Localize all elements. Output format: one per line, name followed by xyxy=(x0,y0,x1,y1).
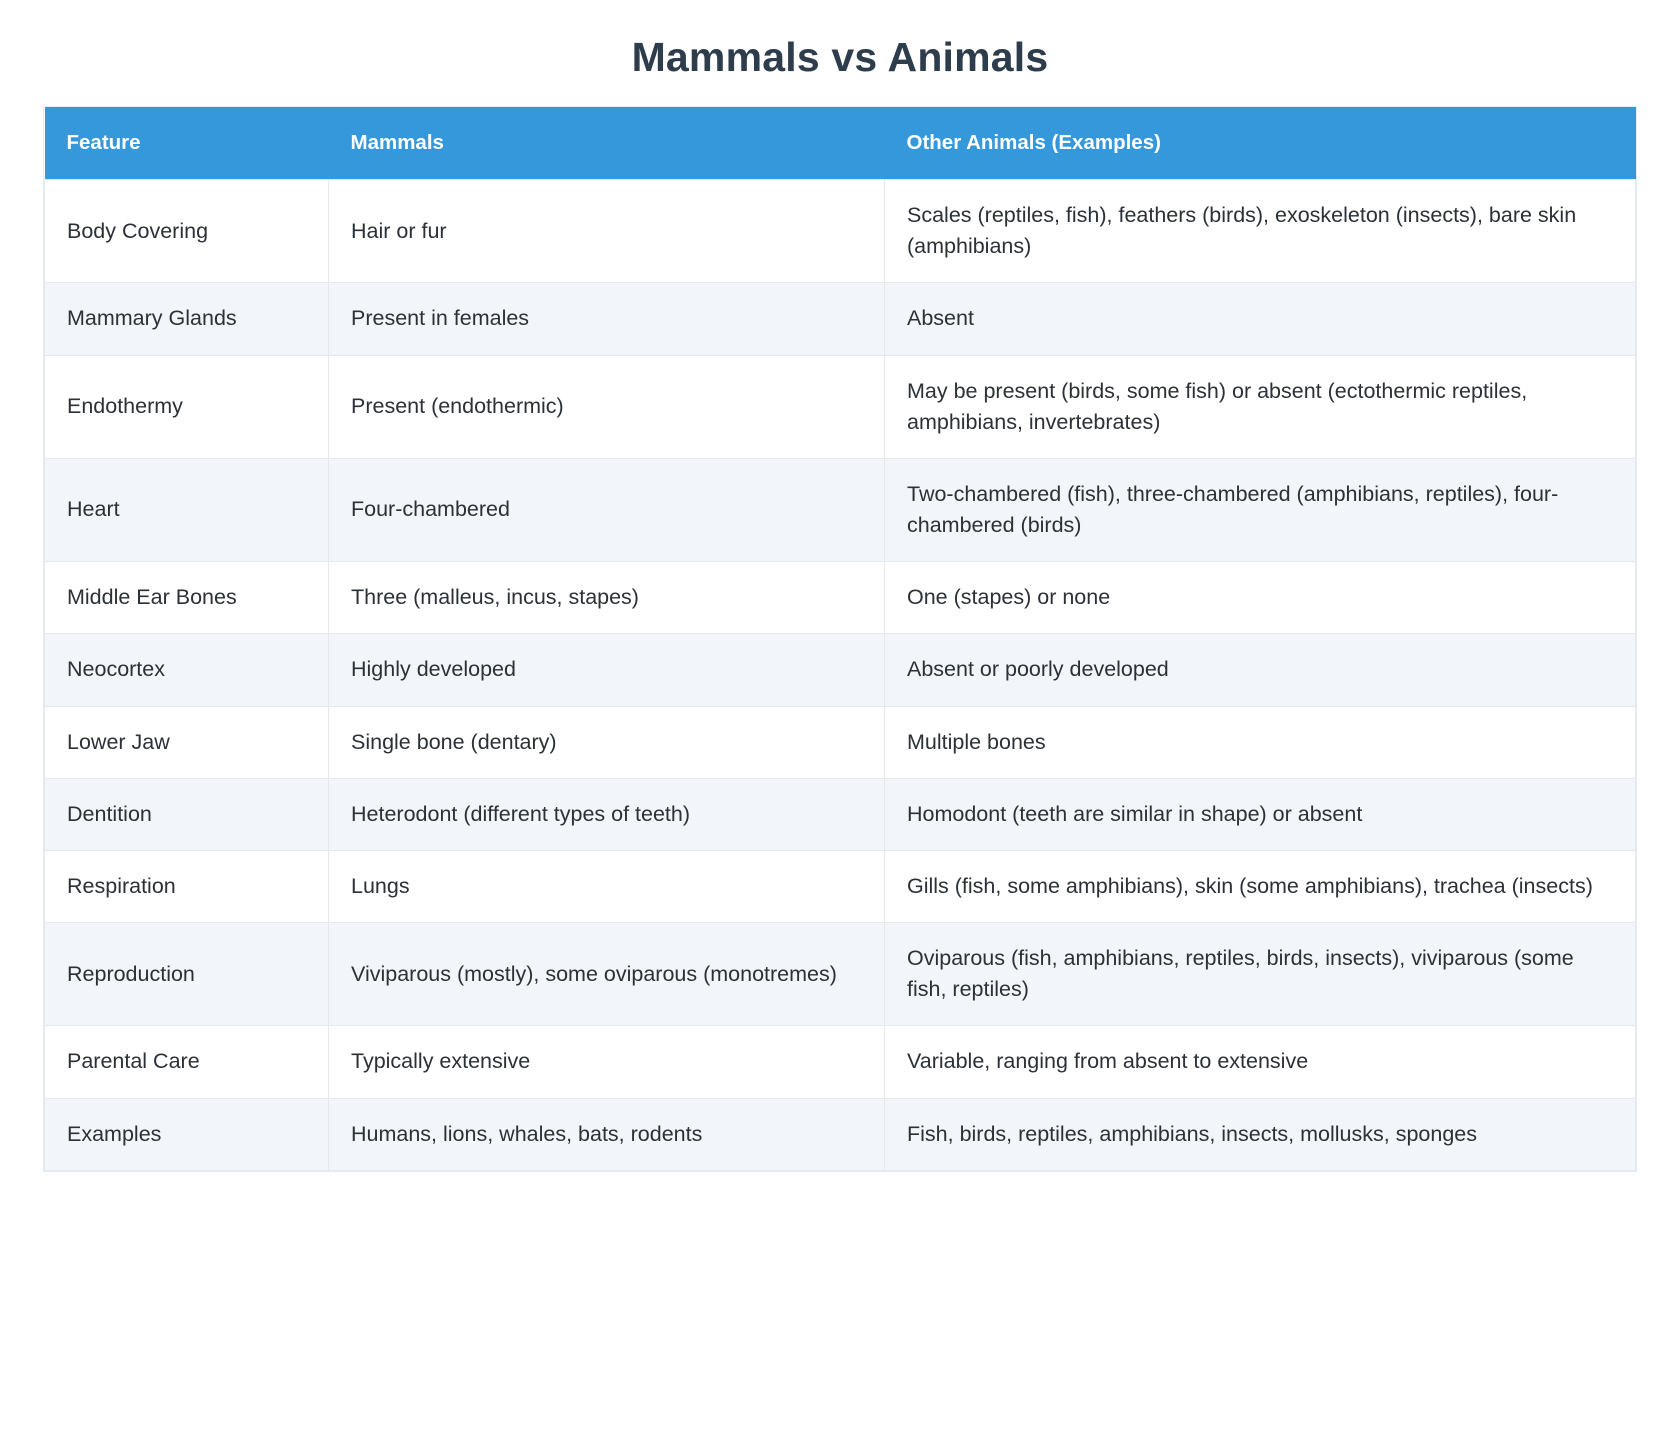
column-header-other-animals: Other Animals (Examples) xyxy=(885,107,1636,180)
cell-feature: Mammary Glands xyxy=(45,283,329,355)
cell-other-animals: One (stapes) or none xyxy=(885,562,1636,634)
cell-mammals: Present in females xyxy=(329,283,885,355)
cell-feature: Heart xyxy=(45,458,329,561)
table-row xyxy=(45,778,1636,850)
table-row xyxy=(45,283,1636,355)
table-row xyxy=(45,355,1636,458)
table-header xyxy=(45,107,1636,180)
cell-feature: Endothermy xyxy=(45,355,329,458)
cell-other-animals: Homodont (teeth are similar in shape) or absent xyxy=(885,778,1636,850)
cell-mammals: Hair or fur xyxy=(329,180,885,283)
column-header-mammals: Mammals xyxy=(329,107,885,180)
comparison-table xyxy=(44,107,1636,1171)
cell-mammals: Single bone (dentary) xyxy=(329,706,885,778)
cell-other-animals: Variable, ranging from absent to extensive xyxy=(885,1026,1636,1098)
table-row xyxy=(45,706,1636,778)
table-row xyxy=(45,634,1636,706)
cell-feature: Respiration xyxy=(45,850,329,922)
cell-mammals: Viviparous (mostly), some oviparous (monotremes) xyxy=(329,923,885,1026)
cell-mammals: Three (malleus, incus, stapes) xyxy=(329,562,885,634)
table-row xyxy=(45,1026,1636,1098)
table-row xyxy=(45,562,1636,634)
cell-mammals: Lungs xyxy=(329,850,885,922)
cell-feature: Examples xyxy=(45,1098,329,1170)
cell-other-animals: Two-chambered (fish), three-chambered (amphibians, reptiles), four-chambered (birds) xyxy=(885,458,1636,561)
cell-mammals: Four-chambered xyxy=(329,458,885,561)
cell-other-animals: Fish, birds, reptiles, amphibians, insects, mollusks, sponges xyxy=(885,1098,1636,1170)
table-header-row xyxy=(45,107,1636,180)
cell-mammals: Typically extensive xyxy=(329,1026,885,1098)
cell-other-animals: Absent or poorly developed xyxy=(885,634,1636,706)
cell-mammals: Present (endothermic) xyxy=(329,355,885,458)
table-row xyxy=(45,458,1636,561)
cell-feature: Reproduction xyxy=(45,923,329,1026)
cell-mammals: Humans, lions, whales, bats, rodents xyxy=(329,1098,885,1170)
cell-feature: Dentition xyxy=(45,778,329,850)
cell-feature: Lower Jaw xyxy=(45,706,329,778)
table-row xyxy=(45,180,1636,283)
cell-other-animals: Scales (reptiles, fish), feathers (birds), exoskeleton (insects), bare skin (amphibians) xyxy=(885,180,1636,283)
cell-other-animals: Oviparous (fish, amphibians, reptiles, birds, insects), viviparous (some fish, reptiles) xyxy=(885,923,1636,1026)
cell-mammals: Heterodont (different types of teeth) xyxy=(329,778,885,850)
column-header-feature: Feature xyxy=(45,107,329,180)
cell-other-animals: Absent xyxy=(885,283,1636,355)
cell-feature: Neocortex xyxy=(45,634,329,706)
table-row xyxy=(45,850,1636,922)
table-row xyxy=(45,923,1636,1026)
table-row xyxy=(45,1098,1636,1170)
cell-feature: Parental Care xyxy=(45,1026,329,1098)
cell-other-animals: May be present (birds, some fish) or absent (ectothermic reptiles, amphibians, invertebrates) xyxy=(885,355,1636,458)
cell-other-animals: Multiple bones xyxy=(885,706,1636,778)
page-title: Mammals vs Animals xyxy=(631,34,1049,80)
table-body xyxy=(45,180,1636,1171)
cell-other-animals: Gills (fish, some amphibians), skin (some amphibians), trachea (insects) xyxy=(885,850,1636,922)
cell-mammals: Highly developed xyxy=(329,634,885,706)
cell-feature: Body Covering xyxy=(45,180,329,283)
cell-feature: Middle Ear Bones xyxy=(45,562,329,634)
